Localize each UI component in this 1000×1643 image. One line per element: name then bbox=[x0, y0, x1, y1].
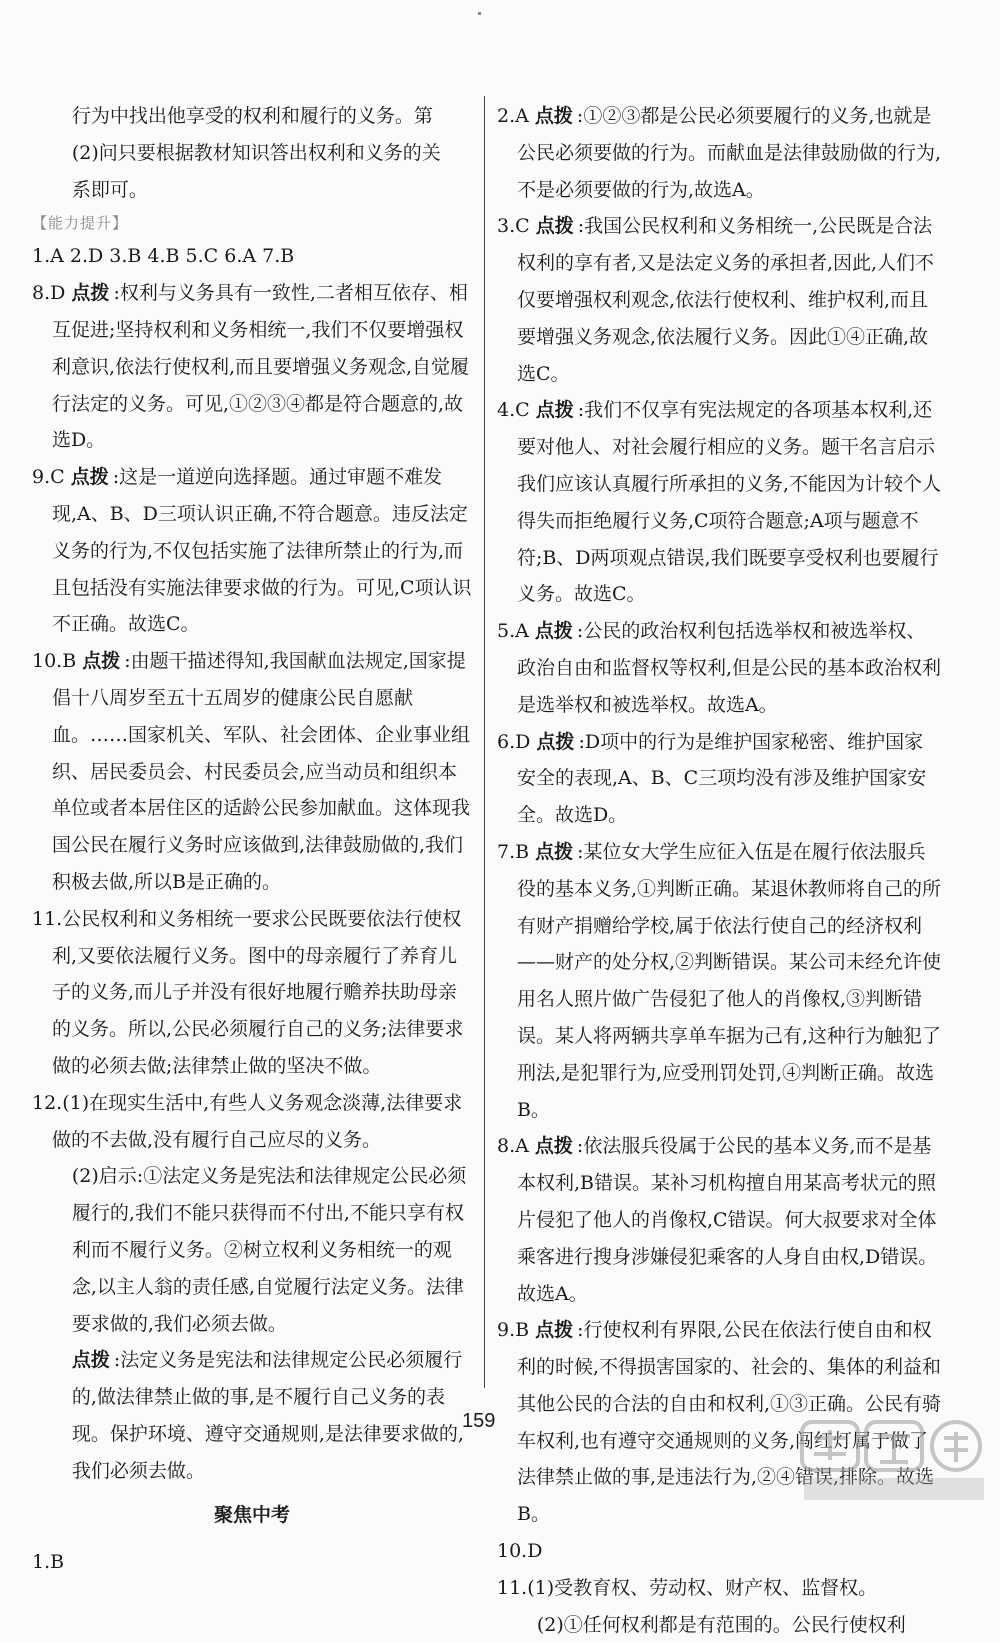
item-number: 12. bbox=[32, 1091, 63, 1114]
item-text: :①②③都是公民必须要履行的义务,也就是公民必须要做的行为。而献血是法律鼓励做的行为,不是必须要做的行为,故选A。 bbox=[516, 105, 941, 201]
item-number: 2.A bbox=[497, 105, 529, 127]
answer-item-9 bbox=[32, 459, 472, 643]
answer-item-3 bbox=[497, 208, 942, 392]
item-text: :我们不仅享有宪法规定的各项基本权利,还要对他人、对社会履行相应的义务。题干名言启示我们应该认真履行所承担的义务,不能因为计较个人得失而拒绝履行义务,C项符合题意;A项与题意不符;B、D两项观点错误,我们既要享受权利也要履行义务。故选C。 bbox=[516, 399, 941, 606]
item-text: :权利与义务具有一致性,二者相互依存、相互促进;坚持权利和义务相统一,我们不仅要增强权利意识,依法行使权利,而且要增强义务观念,自觉履行法定的义务。可见,①②③④都是符合题意的,故选D。 bbox=[51, 282, 470, 452]
item-text: :我国公民权利和义务相统一,公民既是合法权利的享有者,又是法定义务的承担者,因此,人们不仅要增强权利观念,依法行使权利、维护权利,而且要增强义务观念,依法履行义务。因此①④正确,故选C。 bbox=[516, 215, 935, 385]
answer-item-10 bbox=[32, 643, 472, 901]
item-text: :行使权利有界限,公民在依法行使自由和权利的时候,不得损害国家的、社会的、集体的利益和其他公民的合法的自由和权利,①③正确。公民有骑车权利,也有遵守交通规则的义务,闯红灯属于做了法律禁止做的事,是违法行为,②④错误,排除。故选B。 bbox=[516, 1319, 941, 1526]
item-number: 10.B bbox=[32, 650, 77, 673]
answer-item-10: 10.D bbox=[497, 1540, 543, 1563]
answer-item-4 bbox=[497, 392, 942, 613]
intro-line: (2)问只要根据教材知识答出权利和义务的关 bbox=[71, 141, 441, 164]
item-text: :这是一道逆向选择题。通过审题不难发现,A、B、D三项认识正确,不符合题意。违反法定义务的行为,不仅包括实施了法律所禁止的行为,而且包括没有实施法律要求做的行为。可见,C项认识不正确。故选C。 bbox=[51, 466, 472, 636]
watermark-logo bbox=[800, 1418, 990, 1503]
hint-label: 点拨 bbox=[535, 840, 574, 863]
hint-label: 点拨 bbox=[535, 1319, 574, 1342]
item-number: 9.B bbox=[497, 1319, 530, 1342]
hint-label: 点拨 bbox=[535, 215, 574, 238]
section-tag-ability: 【能力提升】 bbox=[32, 214, 129, 233]
item-number: 3.C bbox=[497, 215, 530, 238]
column-divider bbox=[484, 96, 485, 1388]
item-text: 公民权利和义务相统一要求公民既要依法行使权利,又要依法履行义务。图中的母亲履行了养育儿子的义务,而儿子并没有很好地履行赡养扶助母亲的义务。所以,公民必须履行自己的义务;法律要求做的必须去做;法律禁止做的坚决不做。 bbox=[51, 907, 464, 1077]
item-number: 9.C bbox=[32, 466, 65, 489]
answers-line: 1.A 2.D 3.B 4.B 5.C 6.A 7.B bbox=[32, 245, 295, 268]
item-text: (1)受教育权、劳动权、财产权、监督权。 bbox=[527, 1576, 878, 1599]
answer-item-12 bbox=[32, 1085, 472, 1159]
answer-item-12-hint bbox=[32, 1342, 472, 1489]
scan-mark bbox=[478, 12, 481, 15]
answer-item-1: 1.B bbox=[32, 1551, 65, 1574]
item-number: 11. bbox=[497, 1576, 528, 1599]
item-text: :某位女大学生应征入伍是在履行依法服兵役的基本义务,①判断正确。某退休教师将自己的所有财产捐赠给学校,属于依法行使自己的经济权利——财产的处分权,②判断错误。某公司未经允许使用名人照片做广告侵犯了他人的肖像权,③判断错误。某人将两辆共享单车据为己有,这种行为触犯了刑法,是犯罪行为,应受刑罚处罚,④判断正确。故选B。 bbox=[516, 840, 941, 1121]
section-title: 聚焦中考 bbox=[213, 1504, 290, 1527]
answer-item-2 bbox=[497, 98, 942, 208]
item-text: :法定义务是宪法和法律规定公民必须履行的,做法律禁止做的事,是不履行自己义务的表现。保护环境、遵守交通规则,是法律要求做的,我们必须去做。 bbox=[71, 1349, 464, 1482]
item-text: :依法服兵役属于公民的基本义务,而不是基本权利,B错误。某补习机构擅自用某高考状元的照片侵犯了他人的肖像权,C错误。何大叔要求对全体乘客进行搜身涉嫌侵犯乘客的人身自由权,D错误。故选A。 bbox=[516, 1135, 938, 1305]
item-text: :公民的政治权利包括选举权和被选举权、政治自由和监督权等权利,但是公民的基本政治权利是选举权和被选举权。故选A。 bbox=[516, 620, 941, 716]
hint-label: 点拨 bbox=[70, 466, 109, 489]
answer-item-11 bbox=[497, 1570, 942, 1607]
hint-label: 点拨 bbox=[71, 1349, 110, 1372]
hint-label: 点拨 bbox=[536, 730, 575, 753]
answer-item-8 bbox=[497, 1128, 942, 1312]
intro-line: 系即可。 bbox=[71, 178, 148, 201]
answer-item-6 bbox=[497, 724, 942, 834]
answer-item-12-part2: (2)启示:①法定义务是宪法和法律规定公民必须履行的,我们不能只获得而不付出,不能只享有权利而不履行义务。②树立权利义务相统一的观念,以主人翁的责任感,自觉履行法定义务。法律要求做的,我们必须去做。 bbox=[71, 1165, 467, 1335]
right-column bbox=[497, 98, 942, 1643]
intro-line: 行为中找出他享受的权利和履行的义务。第 bbox=[71, 105, 433, 127]
answer-item-11 bbox=[32, 901, 472, 1085]
hint-label: 点拨 bbox=[71, 282, 110, 305]
answer-item-11-part2: (2)①任何权利都是有范围的。公民行使权利 bbox=[536, 1613, 906, 1636]
item-number: 8.D bbox=[32, 282, 66, 305]
answer-item-8 bbox=[32, 275, 472, 459]
hint-label: 点拨 bbox=[535, 399, 574, 422]
hint-label: 点拨 bbox=[534, 105, 573, 127]
item-text: :D项中的行为是维护国家秘密、维护国家安全的表现,A、B、C三项均没有涉及维护国家安全。故选D。 bbox=[516, 730, 927, 827]
hint-label: 点拨 bbox=[82, 650, 121, 673]
answer-item-5 bbox=[497, 613, 942, 723]
item-number: 6.D bbox=[497, 730, 531, 753]
item-text: :由题干描述得知,我国献血法规定,国家提倡十八周岁至五十五周岁的健康公民自愿献血。……国家机关、军队、社会团体、企业事业组织、居民委员会、村民委员会,应当动员和组织本单位或者本居住区的适龄公民参加献血。这体现我国公民在履行义务时应该做到,法律鼓励做的,我们积极去做,所以B是正确的。 bbox=[51, 650, 470, 893]
page-number: 159 bbox=[462, 1410, 496, 1432]
item-number: 7.B bbox=[497, 840, 530, 863]
item-number: 11. bbox=[32, 907, 63, 930]
hint-label: 点拨 bbox=[534, 620, 573, 643]
left-column bbox=[32, 98, 472, 1581]
item-text: (1)在现实生活中,有些人义务观念淡薄,法律要求做的不去做,没有履行自己应尽的义务。 bbox=[51, 1091, 463, 1151]
item-number: 4.C bbox=[497, 399, 530, 422]
answer-item-7 bbox=[497, 834, 942, 1128]
item-number: 8.A bbox=[497, 1135, 529, 1158]
item-number: 5.A bbox=[497, 620, 529, 643]
hint-label: 点拨 bbox=[534, 1135, 573, 1158]
